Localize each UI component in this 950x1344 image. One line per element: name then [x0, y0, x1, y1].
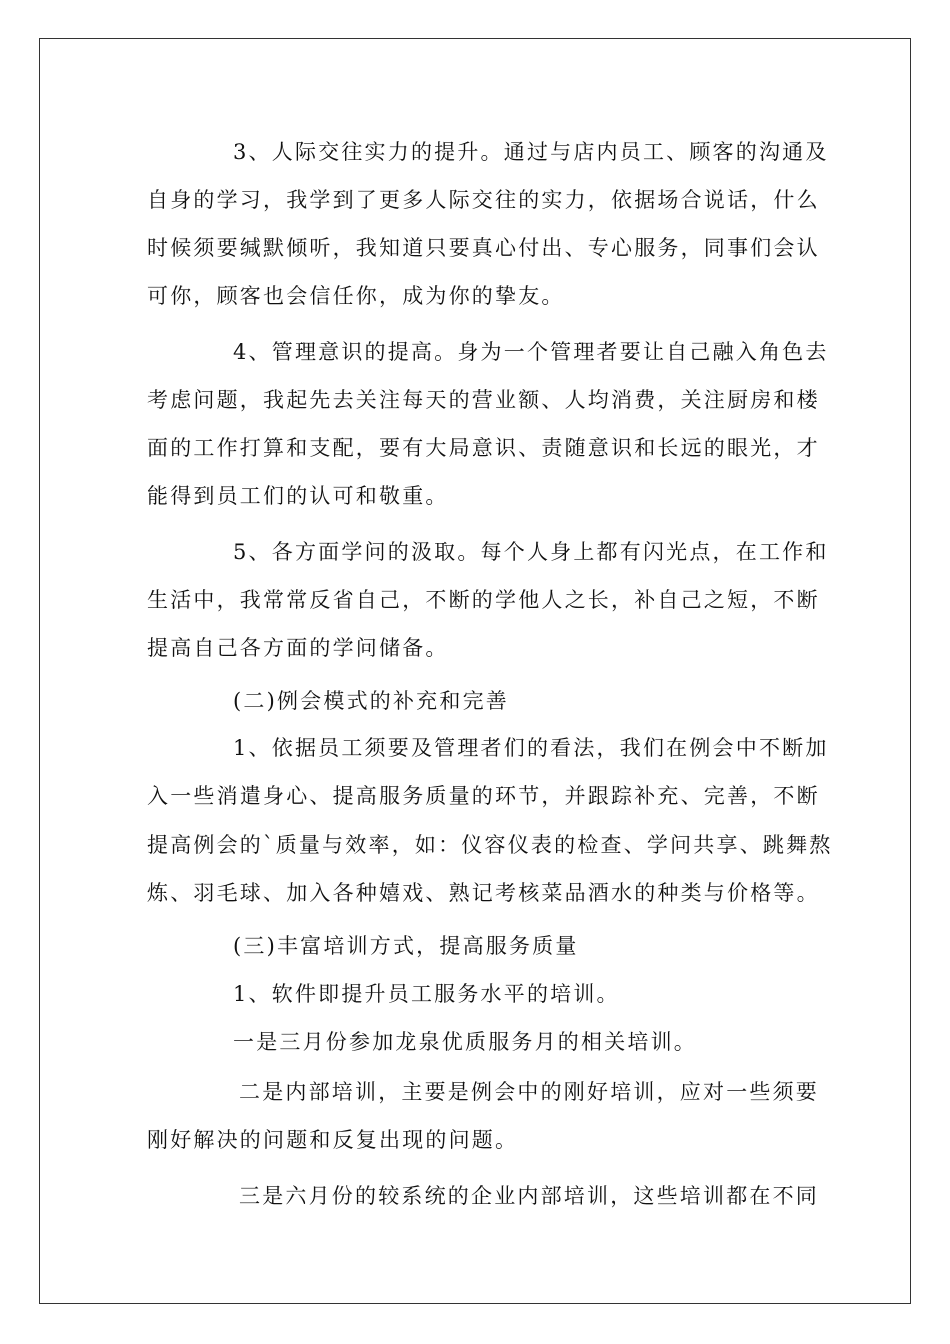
paragraph-line: 1、依据员工须要及管理者们的看法，我们在例会中不断加 [233, 736, 829, 760]
paragraph-line: 时候须要缄默倾听，我知道只要真心付出、专心服务，同事们会认 [147, 236, 820, 260]
paragraph-line: 入一些消遣身心、提高服务质量的环节，并跟踪补充、完善，不断 [147, 784, 820, 808]
paragraph-line: 3、人际交往实力的提升。通过与店内员工、顾客的沟通及 [233, 140, 829, 164]
paragraph-line: 4、管理意识的提高。身为一个管理者要让自己融入角色去 [233, 340, 829, 364]
paragraph-line: 1、软件即提升员工服务水平的培训。 [233, 982, 620, 1006]
paragraph-line: 提高自己各方面的学问储备。 [147, 636, 449, 660]
section-heading: (二)例会模式的补充和完善 [233, 689, 509, 713]
paragraph-line: 生活中，我常常反省自己，不断的学他人之长，补自己之短，不断 [147, 588, 820, 612]
paragraph-line: 刚好解决的问题和反复出现的问题。 [147, 1128, 519, 1152]
paragraph-line: 二是内部培训，主要是例会中的刚好培训，应对一些须要 [239, 1080, 819, 1104]
paragraph-line: 5、各方面学问的汲取。每个人身上都有闪光点，在工作和 [233, 540, 829, 564]
paragraph-line: 面的工作打算和支配，要有大局意识、责随意识和长远的眼光，才 [147, 436, 820, 460]
paragraph-line: 可你，顾客也会信任你，成为你的挚友。 [147, 284, 565, 308]
paragraph-line: 能得到员工们的认可和敬重。 [147, 484, 449, 508]
paragraph-line: 考虑问题，我起先去关注每天的营业额、人均消费，关注厨房和楼 [147, 388, 820, 412]
paragraph-line: 自身的学习，我学到了更多人际交往的实力，依据场合说话，什么 [147, 188, 820, 212]
paragraph-line: 三是六月份的较系统的企业内部培训，这些培训都在不同 [239, 1184, 819, 1208]
section-heading: (三)丰富培训方式，提高服务质量 [233, 934, 579, 958]
paragraph-line: 炼、羽毛球、加入各种嬉戏、熟记考核菜品酒水的种类与价格等。 [147, 881, 820, 905]
paragraph-line: 一是三月份参加龙泉优质服务月的相关培训。 [233, 1030, 697, 1054]
paragraph-line: 提高例会的`质量与效率，如：仪容仪表的检查、学问共享、跳舞熬 [147, 833, 833, 857]
